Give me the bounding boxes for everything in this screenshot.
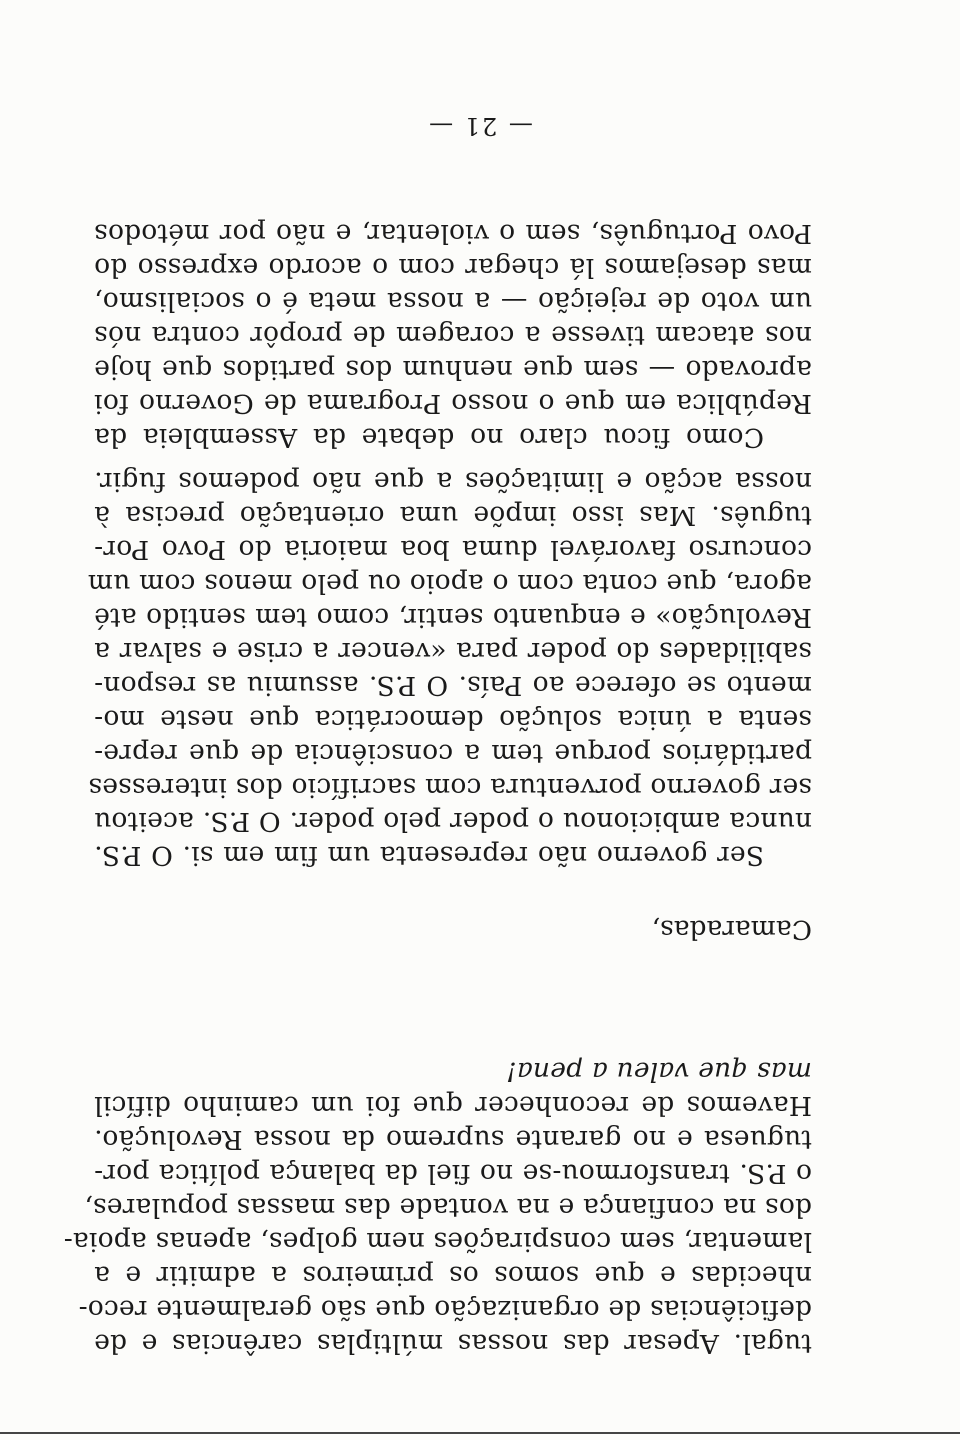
text-line-italic: mas que valeu a pena! [505, 1056, 812, 1087]
text-line: ser governo porventura com sacrifício dos interesses [88, 772, 812, 803]
text-line: lamentar, sem conspirações nem golpes, apenas apoia- [63, 1226, 812, 1257]
page-number: — 21 — [427, 112, 533, 140]
text-line: Como ficou claro no debate da Assembleia da [94, 422, 764, 453]
text-line: o P.S. transformou-se no fiel da balança política por- [94, 1158, 812, 1189]
text-line: tuguês. Mas isso impõe uma orientação precisa à [94, 500, 812, 531]
text-line: tugal. Apesar das nossas múltiplas carências e de [94, 1328, 812, 1359]
text-line: nossa acção e limitações a que não podemos fugir. [94, 466, 812, 497]
text-line: senta a única solução democrática que neste mo- [94, 704, 812, 735]
text-line: concurso favorável duma boa maioria do Povo Por- [94, 534, 812, 565]
text-line: República em que o nosso Programa de Governo foi [94, 388, 812, 419]
text-line: nhecidas e que somos os primeiros a admitir e a [94, 1260, 812, 1291]
text-line: um voto de rejeição — a nossa meta é o socialismo, [94, 286, 812, 317]
text-line: tuguesa e no garante supremo da nossa Revolução. [94, 1124, 812, 1155]
text-line: Revolução» e enquanto sentir, como tem sentido até [94, 602, 812, 633]
text-line: mento se oferece ao País. O P.S. assumiu as respon- [94, 670, 812, 701]
text-line: partidários porque tem a consciência de que repre- [94, 738, 812, 769]
text-line: sabilidades do poder para «vencer a crise e salvar a [94, 636, 812, 667]
text-line: Havemos de reconhecer que foi um caminho difícil [94, 1090, 812, 1121]
text-line: Povo Português, sem o violentar, e não por métodos [94, 218, 812, 249]
text-line: deficiências de organização que são geralmente reco- [78, 1294, 812, 1325]
text-line: mas desejamos lá chegar com o acordo expresso do [94, 252, 812, 283]
text-line: agora, que conta com o apoio ou pelo menos com um [87, 568, 812, 599]
text-line: nunca ambicionou o poder pelo poder. O P.S. aceitou [94, 806, 812, 837]
salutation: Camaradas, [651, 914, 812, 945]
text-line: nos atacam tivesse a coragem de propôr contra nós [94, 320, 812, 351]
text-line: Ser governo não representa um fim em si. O P.S. [94, 840, 764, 871]
page-edge-rule [0, 1432, 960, 1434]
text-line: dos na confiança e na vontade das massas populares, [84, 1192, 812, 1223]
text-line: aprovado — sem que nenhum dos partidos que hoje [94, 354, 812, 385]
